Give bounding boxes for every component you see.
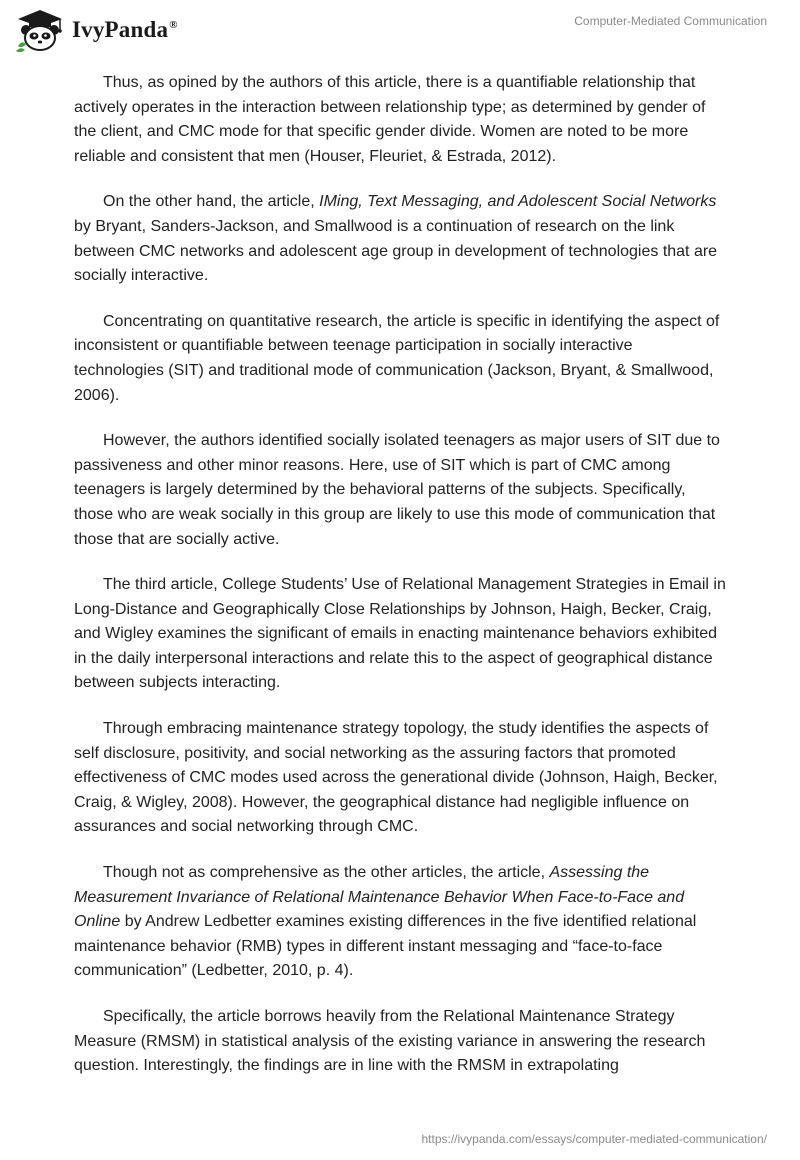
paragraph-5: The third article, College Students’ Use of Relational Management Strategies in Email in Long-Distance and Geographically Close Relationships by Johnson, Haigh, Becker, Craig, and Wigley examines the significant of emails in enacting maintenance behaviors exhibited in the daily interpersonal interactions and relate this to the aspect of geographical distance between subjects interacting. (74, 576, 726, 692)
paragraph-3: Concentrating on quantitative research, the article is specific in identifying the aspect of inconsistent or quantifiable between teenage participation in socially interactive technologies (SIT) and traditional mode of communication (Jackson, Bryant, & Smallwood, 2006). (74, 312, 720, 404)
paragraph-7: Though not as comprehensive as the other articles, the article, Assessing the Measurement Invariance of Relational Maintenance Behavior When Face-to-Face and Online by Andrew Ledbetter examines existing differences in the five identified relational maintenance behavior (RMB) types in different instant messaging and “face-to-face communication” (Ledbetter, 2010, p. 4). (74, 864, 697, 980)
essay-body (74, 71, 726, 1100)
article-title-italic: Assessing the Measurement Invariance of Relational Maintenance Behavior When Face-to-Face and Online (74, 864, 685, 931)
paragraph-2: On the other hand, the article, IMing, Text Messaging, and Adolescent Social Networks by Bryant, Sanders-Jackson, and Smallwood is a continuation of research on the link between CMC networks and adolescent age group in development of technologies that are socially interactive. (74, 193, 718, 285)
panda-graduation-cap-icon (14, 8, 66, 52)
page-header (0, 0, 800, 60)
paragraph-4: However, the authors identified socially isolated teenagers as major users of SIT due to passiveness and other minor reasons. Here, use of SIT which is part of CMC among teenagers is largely determined by the behavioral patterns of the subjects. Specifically, those who are weak socially in this group are likely to use this mode of communication that those that are socially active. (74, 432, 720, 548)
paragraph-6: Through embracing maintenance strategy topology, the study identifies the aspects of self disclosure, positivity, and social networking as the assuring factors that promoted effectiveness of CMC modes used across the generational divide (Johnson, Haigh, Becker, Craig, & Wigley, 2008). However, the geographical distance had negligible influence on assurances and social networking through CMC. (74, 720, 718, 836)
paragraph-1: Thus, as opined by the authors of this article, there is a quantifiable relationship that actively operates in the interaction between relationship type; as determined by gender of the client, and CMC mode for that specific gender divide. Women are noted to be more reliable and consistent that men (Houser, Fleuriet, & Estrada, 2012). (74, 74, 706, 165)
paragraph-8: Specifically, the article borrows heavily from the Relational Maintenance Strategy Measure (RMSM) in statistical analysis of the existing variance in answering the research question. Interestingly, the findings are in line with the RMSM in extrapolating (74, 1008, 706, 1075)
logo-text: IvyPanda® (72, 17, 178, 42)
ivypanda-logo[interactable] (14, 8, 178, 52)
document-title: Computer-Mediated Communication (574, 14, 767, 28)
source-url-link[interactable]: https://ivypanda.com/essays/computer-mediated-communication/ (421, 1132, 767, 1146)
article-title-italic: IMing, Text Messaging, and Adolescent Social Networks (319, 193, 717, 211)
